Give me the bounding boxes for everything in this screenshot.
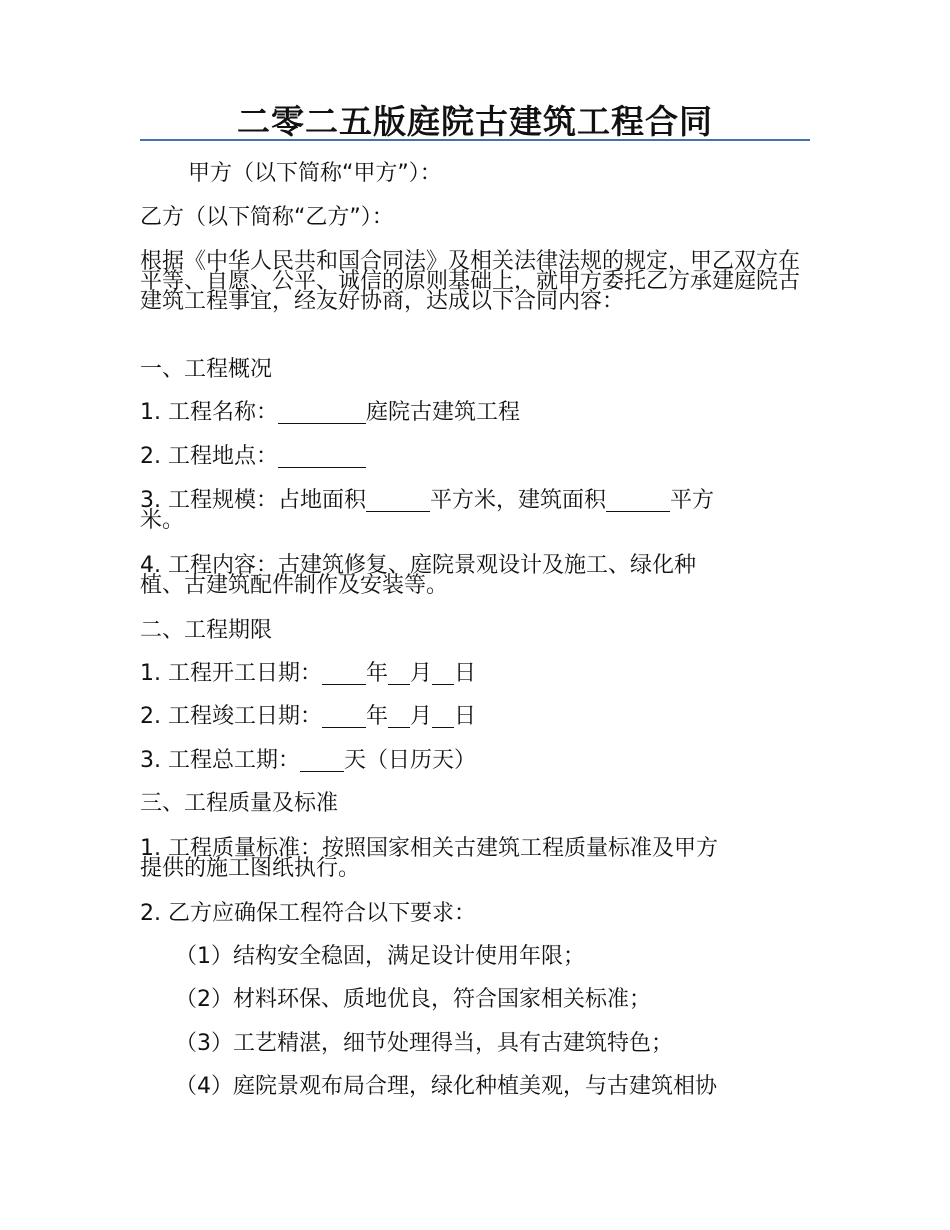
start-date-label: 1. 工程开工日期： xyxy=(140,661,322,686)
completion-day-blank xyxy=(432,707,454,728)
start-month-blank xyxy=(388,664,410,685)
start-year-unit: 年 xyxy=(365,661,388,686)
completion-day-unit: 日 xyxy=(454,704,477,729)
requirement-2: （2）材料环保、质地优良，符合国家相关标准； xyxy=(175,987,651,1012)
project-location-blank xyxy=(278,447,366,468)
start-date-line xyxy=(140,663,810,685)
quality-standard-line-1: 1. 工程质量标准：按照国家相关古建筑工程质量标准及甲方 xyxy=(140,836,718,861)
start-day-unit: 日 xyxy=(454,661,477,686)
project-name-suffix: 庭院古建筑工程 xyxy=(365,400,520,425)
project-scale-unit: 平方 xyxy=(670,488,715,513)
project-scale-label: 3. 工程规模：占地面积 xyxy=(140,488,366,513)
requirement-4: （4）庭院景观布局合理，绿化种植美观，与古建筑相协 xyxy=(175,1074,717,1099)
completion-date-line xyxy=(140,706,810,728)
project-location-line xyxy=(140,446,810,468)
total-duration-label: 3. 工程总工期： xyxy=(140,748,300,773)
document-title: 二零二五版庭院古建筑工程合同 xyxy=(237,102,713,141)
requirement-3: （3）工艺精湛，细节处理得当，具有古建筑特色； xyxy=(175,1031,673,1056)
total-duration-suffix: 天（日历天） xyxy=(343,748,476,773)
land-area-blank xyxy=(366,491,430,512)
completion-date-label: 2. 工程竣工日期： xyxy=(140,704,322,729)
preamble-paragraph: 根据《中华人民共和国合同法》及相关法律法规的规定，甲乙双方在平等、自愿、公平、诚信的原则基础上，就甲方委托乙方承建庭院古建筑工程事宜，经友好协商，达成以下合同内容： xyxy=(140,249,801,314)
project-name-label: 1. 工程名称： xyxy=(140,400,278,425)
section-2-heading: 二、工程期限 xyxy=(140,618,273,643)
project-name-blank xyxy=(278,403,366,424)
start-year-blank xyxy=(322,664,366,685)
start-day-blank xyxy=(432,664,454,685)
project-scale-line-1 xyxy=(140,490,810,512)
completion-month-blank xyxy=(388,707,410,728)
project-location-label: 2. 工程地点： xyxy=(140,444,278,469)
requirement-1: （1）结构安全稳固，满足设计使用年限； xyxy=(175,944,585,969)
completion-month-unit: 月 xyxy=(410,704,433,729)
party-a-line: 甲方（以下简称“甲方”）： xyxy=(188,161,442,186)
building-area-blank xyxy=(606,491,670,512)
total-duration-blank xyxy=(300,751,344,772)
party-b-line: 乙方（以下简称“乙方”）： xyxy=(140,205,394,230)
section-1-heading: 一、工程概况 xyxy=(140,357,273,382)
project-content-line-2: 植、古建筑配件制作及安装等。 xyxy=(140,573,449,598)
total-duration-line xyxy=(140,750,810,772)
section-3-heading: 三、工程质量及标准 xyxy=(140,791,339,816)
requirements-intro: 2. 乙方应确保工程符合以下要求： xyxy=(140,901,476,926)
quality-standard-line-2: 提供的施工图纸执行。 xyxy=(140,856,361,881)
project-scale-mid: 平方米，建筑面积 xyxy=(429,488,606,513)
completion-year-unit: 年 xyxy=(365,704,388,729)
title-underline xyxy=(140,139,810,141)
project-name-line xyxy=(140,402,810,424)
project-content-line-1: 4. 工程内容：古建筑修复、庭院景观设计及施工、绿化种 xyxy=(140,553,696,578)
start-month-unit: 月 xyxy=(410,661,433,686)
project-scale-line-2: 米。 xyxy=(140,508,185,533)
completion-year-blank xyxy=(322,707,366,728)
